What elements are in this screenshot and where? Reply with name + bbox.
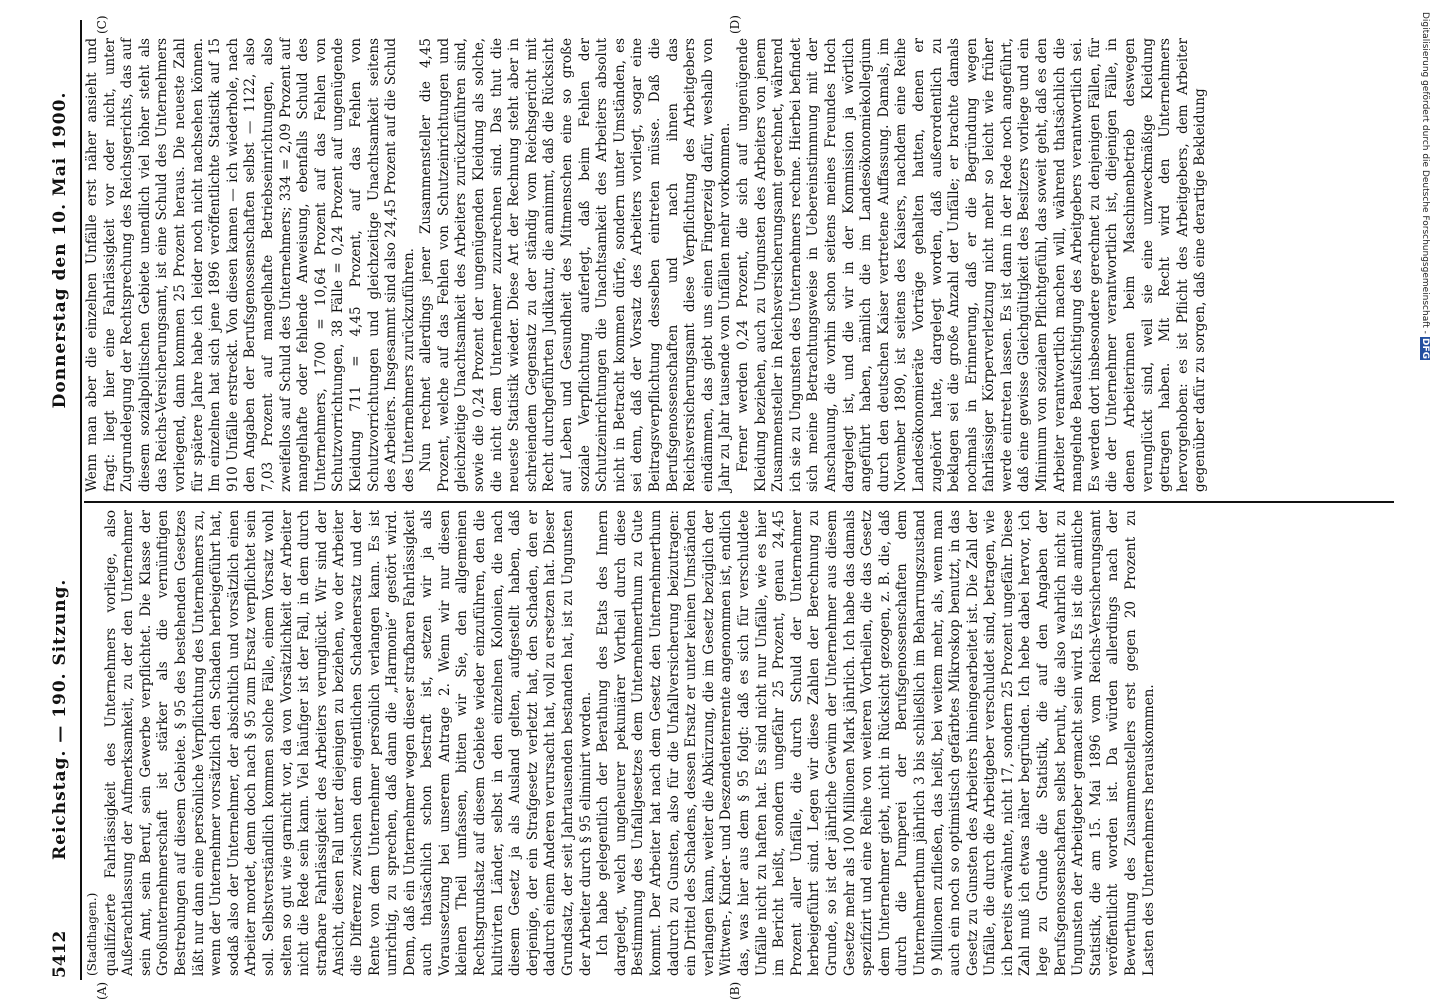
- right-running-title: Donnerstag den 10. Mai 1900.: [50, 91, 70, 409]
- paragraph: Wenn man aber die einzelnen Unfälle erst näher ansieht und fragt: liegt hier eine Fahrlässigkeit vor oder nicht, unter Zugrundelegung der Rechtsprechung des Reichsgerichts, das auf diesem sozialpolitischen Gebiete unendlich viel höher steht als das Reichs-Versicherungsamt, ist eine Schuld des Unternehmers vorliegend, dann kommen 25 Prozent heraus. Die neueste Zahl für spätere Jahre habe ich leider noch nicht nachsehen können. Im einzelnen hat sich jene 1896 veröffentlichte Statistik auf 15 910 Unfälle erstreckt. Von diesen kamen — ich wiederhole, nach den Angaben der Berufsgenossenschaften selbst — 1122, also 7,03 Prozent auf mangelhafte Betriebseinrichtungen, also zweifellos auf Schuld des Unternehmers; 334 = 2,09 Prozent auf mangelhafte oder fehlende Anweisung, ebenfalls Schuld des Unternehmers, 1700 = 10,64 Prozent auf das Fehlen von Schutzvorrichtungen, 38 Fälle = 0,24 Prozent auf ungenügende Kleidung 711 = 4,45 Prozent, auf das Fehlen von Schutzvorrichtungen und gleichzeitige Unachtsamkeit seitens des Arbeiters. Insgesammt sind also 24,45 Prozent auf die Schuld des Unternehmers zurückzuführen.: [84, 38, 417, 492]
- digitization-note: [1412, 12, 1430, 988]
- page-header: [50, 0, 78, 1000]
- paragraph: Nun rechnet allerdings jener Zusammensteller die 4,45 Prozent, welche auf das Fehlen von Schutzeinrichtungen und gleichzeitige Unachtsamkeit des Arbeiters zurückzuführen sind, sowie die 0,24 Prozent der ungenügenden Kleidung als solche, die nicht dem Unternehmer zuzurechnen sind. Das thut die neueste Statistik wieder. Diese Art der Rechnung steht aber in schreiendem Gegensatz zu der ständig vom Reichsgericht mit Recht durchgeführten Judikatur, die annimmt, daß die Rücksicht auf Leben und Gesundheit des Mitmenschen eine so große soziale Verpflichtung auferlegt, daß beim Fehlen der Schutzeinrichtungen die Unachtsamkeit des Arbeiters absolut nicht in Betracht kommen dürfe, sondern unter Umständen, es sei denn, daß der Vorsatz des Arbeiters vorliegt, sogar eine Beitragsverpflichtung desselben eintreten müsse. Daß die Berufsgenossenschaften und nach ihnen das Reichsversicherungsamt diese Verpflichtung des Arbeitgebers eindämmen, das giebt uns einen Fingerzeig dafür, weshalb von Jahr zu Jahr tausende von Unfällen mehr vorkommen.: [418, 38, 734, 492]
- left-running-title: Reichstag. — 190. Sitzung.: [50, 578, 70, 860]
- digitization-text: Digitalisierung gefördert durch die Deutsche Forschungsgemeinschaft -: [1420, 12, 1430, 337]
- margin-marker-b: (B): [728, 981, 742, 1000]
- left-column: [84, 510, 1158, 976]
- dfg-logo: DFG: [1420, 337, 1430, 359]
- paragraph: Ferner werden 0,24 Prozent, die sich auf ungenügende Kleidung beziehen, auch zu Ungunsten des Arbeiters von jenem Zusammensteller in Reichsversicherungsamt gerechnet, während ich sie zu Ungunsten des Unternehmers rechne. Hierbei befindet sich meine Betrachtungsweise in Uebereinstimmung mit der Anschauung, die vorhin schon seitens meines Freundes Hoch dargelegt ist, und die wir in der Kommission ja wörtlich angeführt haben, nämlich die im Landesökonomiekollegium durch den deutschen Kaiser vertretene Auffassung. Damals, im November 1890, ist seitens des Kaisers, nachdem eine Reihe Landesökonomieräte Vorträge gehalten hatten, denen er zugehört hatte, dargelegt worden, daß außerordentlich zu beklagen sei die große Anzahl der Unfälle; er brachte damals nochmals in Erinnerung, daß er die Begründung wegen fahrlässiger Körperverletzung nicht mehr so leicht wie früher werde eintreten lassen. Es ist dann in der Rede noch angeführt, daß eine gewisse Gleichgültigkeit des Besitzers vorliege und ein Minimum von sozialem Pflichtgefühl, das soweit geht, daß es den Arbeiter verantwortlich machen will, während thatsächlich die mangelnde Beaufsichtigung des Arbeitgebers verantwortlich sei. Es werden dort insbesondere gerechnet zu denjenigen Fällen, für die der Unternehmer verantwortlich ist, diejenigen Fälle, in denen Arbeiterinnen beim Maschinenbetrieb deswegen verunglückt sind, weil sie eine unzweckmäßige Kleidung getragen haben. Mit Recht wird den Unternehmers hervorgehoben: es ist Pflicht des Arbeitgebers, dem Arbeiter gegenüber dafür zu sorgen, daß eine derartige Bekleidung: [734, 38, 1209, 492]
- page-number: 5412: [50, 930, 70, 978]
- speaker-name: (Stadthagen.): [85, 892, 99, 976]
- paragraph: Ich habe gelegentlich der Berathung des Etats des Innern dargelegt, welch ungeheurer pekuniärer Vortheil durch diese Bestimmung des Unfallgesetzes dem Unternehmerthum zu Gute kommt. Der Arbeiter hat nach dem Gesetz den Unternehmerthum dadurch zu Gunsten, also für die Unfallversicherung beizutragen: ein Drittel des Schadens, dessen Ersatz er unter keinen Umständen verlangen kann, weiter die Abkürzung, die im Gesetz bezüglich der Wittwen-, Kinder- und Deszendentenrente angenommen ist, endlich das, was hier aus dem § 95 folgt: daß es sich für verschuldete Unfälle nicht zu haften hat. Es sind nicht nur Unfälle, wie es hier im Bericht heißt, sondern ungefähr 25 Prozent, genau 24,45 Prozent aller Unfälle, die durch Schuld der Unternehmer herbeigeführt sind. Legen wir diese Zahlen der Berechnung zu Grunde, so ist der jährliche Gewinn der Unternehmer aus diesem Gesetze mehr als 100 Millionen Mark jährlich. Ich habe das damals spezifizirt und eine Reihe von weiteren Vortheilen, die das Gesetz dem Unternehmer giebt, nicht in Rücksicht gezogen, z. B. die, daß durch die Pumperei der Berufsgenossenschaften dem Unternehmerthum jährlich 3 bis schließlich im Beharrungszustand 9 Millionen zufließen, das heißt, bei weitem mehr, als, wenn man auch ein noch so optimistisch gefärbtes Mikroskop benutzt, in das Gesetz zu Gunsten des Arbeiters hineingearbeitet ist. Die Zahl der Unfälle, die durch die Arbeitgeber verschuldet sind, betragen, wie ich bereits erwähnte, nicht 17, sondern 25 Prozent ungefähr. Diese Zahl muß ich etwas näher begründen. Ich hebe dabei hervor, ich lege zu Grunde die Statistik, die auf den Angaben der Berufsgenossenschaften selbst beruht, die also wahrlich nicht zu Ungunsten der Arbeitgeber gemacht sein wird. Es ist die amtliche Statistik, die am 15. Mai 1896 vom Reichs-Versicherungsamt veröffentlicht worden ist. Da würden allerdings nach der Bewerthung des Zusammenstellers erst gegen 20 Prozent zu Lasten des Unternehmers herauskommen.: [595, 510, 1157, 976]
- paragraph: qualifizierte Fahrlässigkeit des Unternehmers vorliege, also Außerachtlassung der Aufmerksamkeit, zu der den Unternehmer sein Amt, sein Beruf, sein Gewerbe verpflichtet. Die Klasse der Großunternehmerschaft ist stärker als die vernünftigen Bestrebungen auf diesem Gebiete. § 95 des bestehenden Gesetzes läßt nur dann eine persönliche Verpflichtung des Unternehmers zu, wenn der Unternehmer vorsätzlich den Schaden herbeigeführt hat, sodaß also der Unternehmer, der absichtlich und vorsätzlich einen Arbeiter mordet, denn doch nach § 95 zum Ersatz verpflichtet sein soll. Selbstverständlich kommen solche Fälle, einem Vorsatz wohl selten so gut wie garnicht vor, da von Vorsätzlichkeit der Arbeiter nicht die Rede sein kann. Viel häufiger ist der Fall, in dem durch strafbare Fahrlässigkeit des Arbeiters verunglückt. Wir sind der Ansicht, diesen Fall unter diejenigen zu beziehen, wo der Arbeiter die Differenz zwischen dem eigentlichen Schadenersatz und der Rente von dem Unternehmer persönlich verlangen kann. Es ist unrichtig, zu sprechen, daß dann die „Harmonie“ gestört wird. Denn, daß ein Unternehmer wegen dieser strafbaren Fahrlässigkeit auch thatsächlich schon bestraft ist, setzen wir ja als Voraussetzung bei unserem Antrage 2. Wenn wir nur diesen kleinen Theil umfassen, bitten wir Sie, den allgemeinen Rechtsgrundsatz auf diesem Gebiete wieder einzuführen, den die kultivirten Länder, selbst in den einzelnen Kolonien, die nach diesem Gesetz ja als Ausland gelten, aufgestellt haben, daß derjenige, der ein Strafgesetz verletzt hat, den Schaden, den er dadurch einem Anderen verursacht hat, voll zu ersetzen hat. Dieser Grundsatz, der seit Jahrtausenden bestanden hat, ist zu Ungunsten der Arbeiter durch § 95 eliminirt worden.: [102, 510, 594, 976]
- margin-marker-a: (A): [95, 981, 109, 1000]
- column-divider: [84, 501, 1394, 503]
- right-column: [84, 38, 1210, 492]
- margin-marker-d: (D): [728, 15, 742, 34]
- header-rule: [80, 20, 82, 980]
- margin-marker-c: (C): [95, 15, 109, 34]
